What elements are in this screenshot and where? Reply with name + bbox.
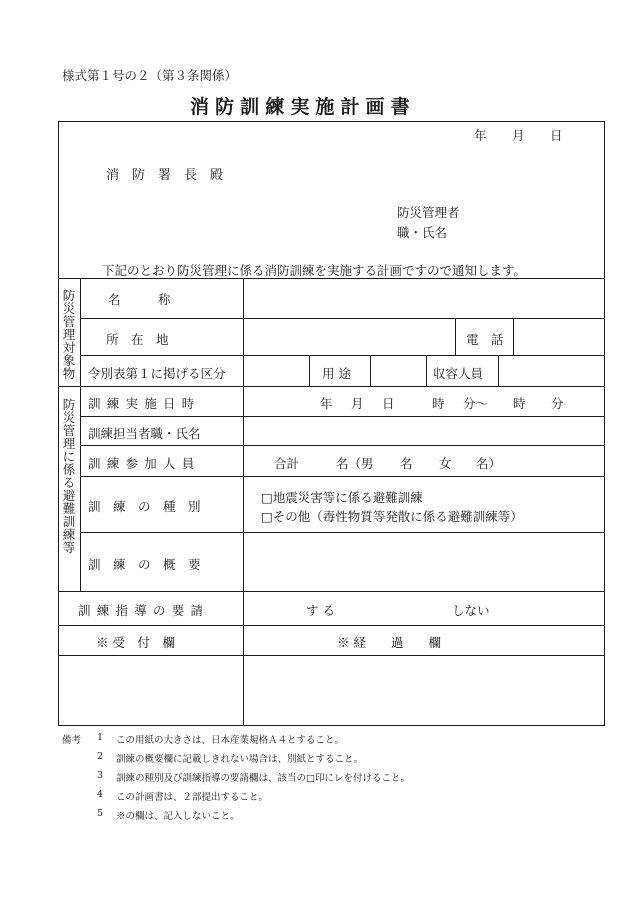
row-guidance-label: 訓練指導の要請 <box>78 603 210 618</box>
note-text: 訓練の種別及び訓練指導の要請欄は、該当の□印にレを付けること。 <box>116 773 410 784</box>
note-text: この用紙の大きさは、日本産業規格Ａ４とすること。 <box>116 735 345 746</box>
note-num: 2 <box>97 751 104 762</box>
date-year: 年 <box>474 128 487 143</box>
note-num: 4 <box>97 789 104 800</box>
participants-total: 合計 <box>274 456 300 471</box>
participants-male: 名（男 <box>336 456 374 471</box>
datetime-minute2: 分 <box>551 396 564 411</box>
progress-header: ※ 経 過 欄 <box>337 635 441 650</box>
note-num: 5 <box>97 808 104 819</box>
note-num: 3 <box>97 770 104 781</box>
datetime-minute: 分〜 <box>463 396 489 411</box>
row-datetime-label: 訓練実施日時 <box>88 396 201 411</box>
datetime-year: 年 <box>320 396 333 411</box>
notes-label: 備考 <box>62 735 82 746</box>
note-text: この計画書は、２部提出すること。 <box>116 792 269 803</box>
row-name-label: 名 称 <box>108 292 171 307</box>
datetime-day: 日 <box>382 396 395 411</box>
guidance-yes[interactable]: す る <box>306 603 335 618</box>
intro-text: 下記のとおり防災管理に係る消防訓練を実施する計画ですので通知します。 <box>102 263 527 278</box>
row-type-label: 訓 練 の 種 別 <box>88 499 201 514</box>
row-use-label: 用 途 <box>322 366 351 381</box>
manager-name-label: 職・氏名 <box>397 225 448 240</box>
datetime-hour2: 時 <box>513 396 526 411</box>
addressee: 消 防 署 長 殿 <box>106 168 224 183</box>
row-category-label: 令別表第１に掲げる区分 <box>88 366 226 381</box>
row-location-label: 所 在 地 <box>106 332 169 347</box>
row-participants-label: 訓練参加人員 <box>88 456 201 471</box>
row-outline-label: 訓 練 の 概 要 <box>88 557 201 572</box>
type-option-earthquake[interactable]: □地震災害等に係る避難訓練 <box>261 490 423 505</box>
section-training-label: 防災管理に係る避難訓練等 <box>62 397 76 555</box>
row-staff-label: 訓練担当者職・氏名 <box>88 426 201 441</box>
datetime-hour: 時 <box>432 396 445 411</box>
page-title: 消防訓練実施計画書 <box>190 96 416 118</box>
date-day: 日 <box>550 128 563 143</box>
participants-name2: 名 <box>400 456 413 471</box>
guidance-no[interactable]: しない <box>452 603 490 618</box>
form-number: 様式第１号の２（第３条関係） <box>62 68 238 83</box>
date-month: 月 <box>512 128 525 143</box>
section-target-label: 防災管理対象物 <box>62 288 76 381</box>
participants-female: 女 <box>439 456 452 471</box>
row-capacity-label: 収容人員 <box>433 366 484 381</box>
row-phone-label: 電 話 <box>466 332 504 347</box>
manager-role: 防災管理者 <box>397 205 460 220</box>
note-text: 訓練の概要欄に記載しきれない場合は、別紙とすること。 <box>116 754 364 765</box>
note-num: 1 <box>97 732 104 743</box>
note-text: ※の欄は、記入しないこと。 <box>116 811 240 822</box>
type-option-other[interactable]: □その他（毒性物質等発散に係る避難訓練等） <box>261 509 523 524</box>
participants-name3: 名） <box>476 456 502 471</box>
reception-header: ※ 受 付 欄 <box>96 635 175 650</box>
datetime-month: 月 <box>351 396 364 411</box>
